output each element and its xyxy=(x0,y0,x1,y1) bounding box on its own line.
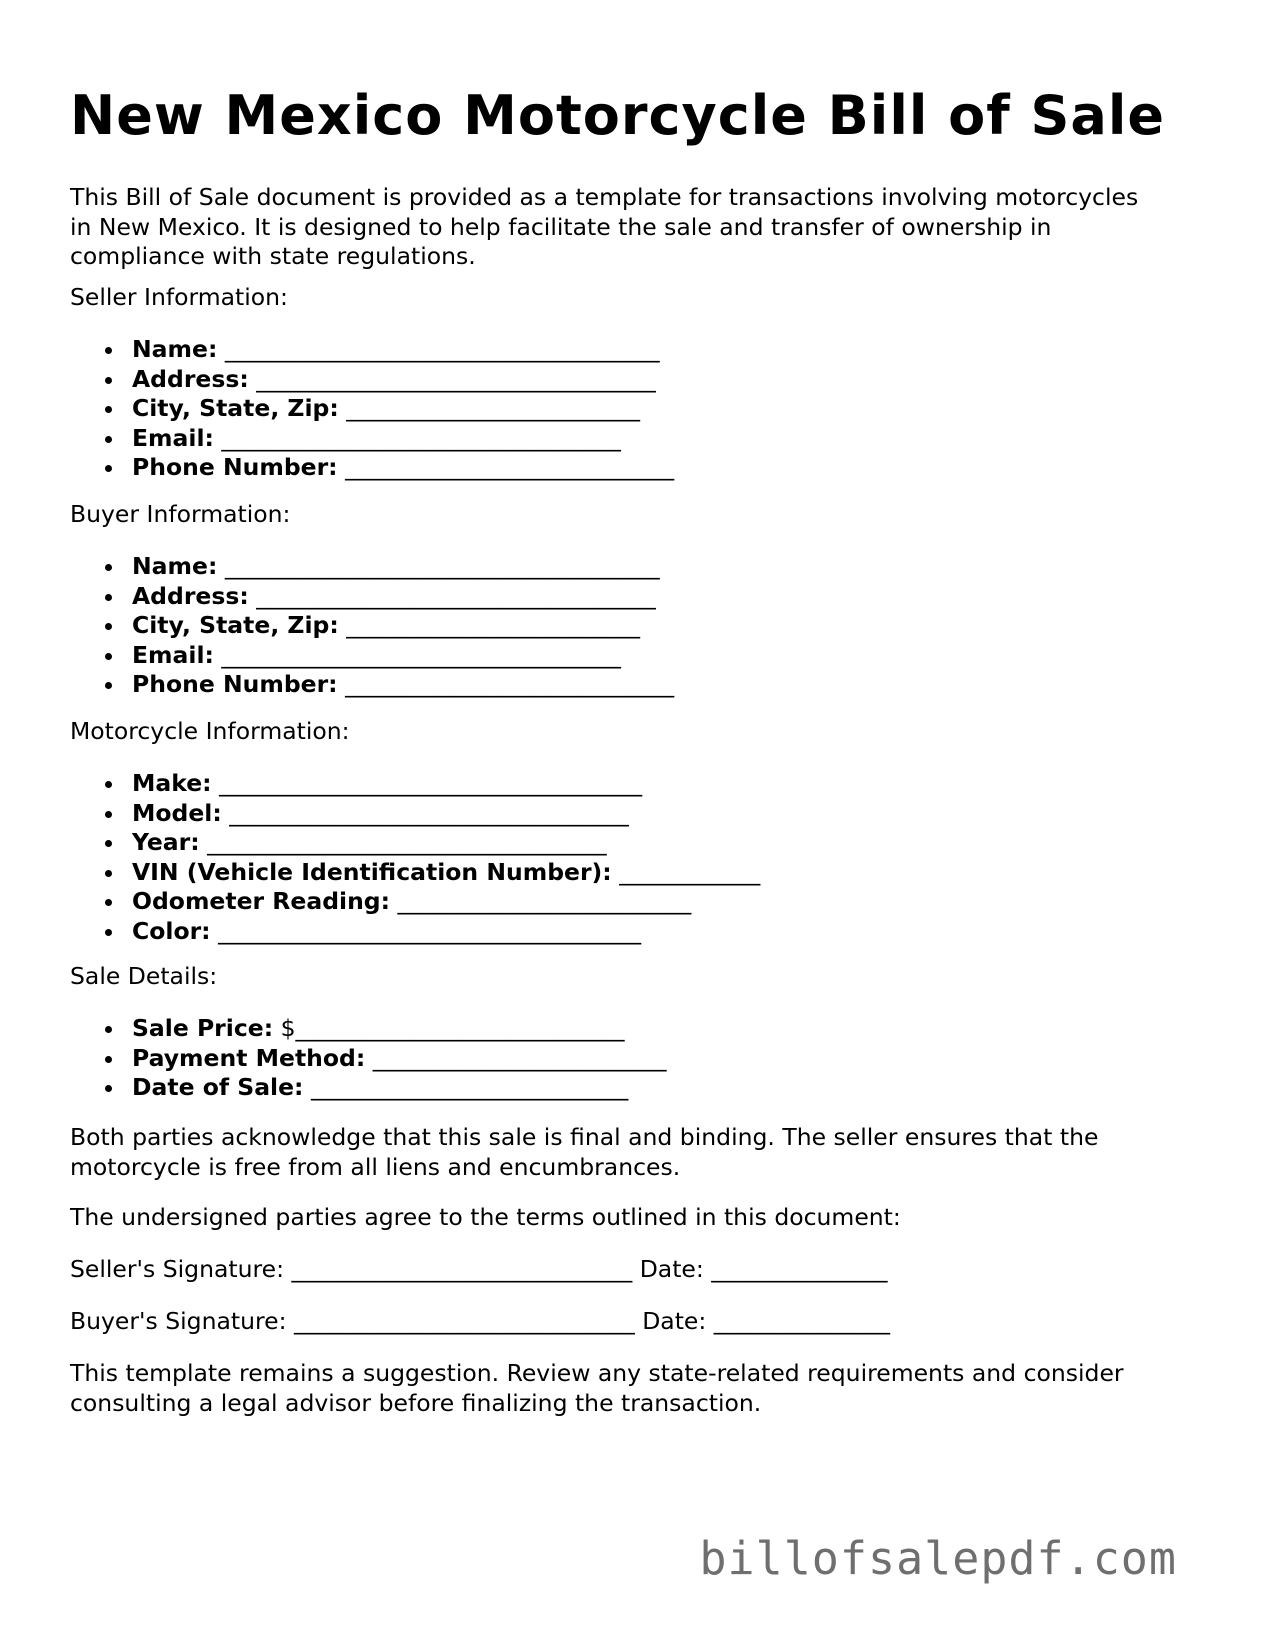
motorcycle-year-field[interactable]: Year: __________________________________ xyxy=(132,828,760,858)
motorcycle-fields xyxy=(70,769,760,946)
motorcycle-color-field[interactable]: Color: ____________________________________ xyxy=(132,917,760,947)
buyer-name-field[interactable]: Name: _____________________________________ xyxy=(132,552,674,582)
buyer-email-field[interactable]: Email: __________________________________ xyxy=(132,641,674,671)
motorcycle-model-field[interactable]: Model: __________________________________ xyxy=(132,799,760,829)
motorcycle-odometer-field[interactable]: Odometer Reading: _________________________ xyxy=(132,887,760,917)
seller-address-field[interactable]: Address: __________________________________ xyxy=(132,365,674,395)
sale-fields xyxy=(70,1014,667,1103)
buyer-heading: Buyer Information: xyxy=(70,500,291,528)
sale-heading: Sale Details: xyxy=(70,962,218,990)
seller-city-state-zip-field[interactable]: City, State, Zip: _________________________ xyxy=(132,394,674,424)
buyer-signature-line[interactable]: Buyer's Signature: _____________________________ Date: _______________ xyxy=(70,1307,890,1335)
seller-heading: Seller Information: xyxy=(70,283,288,311)
buyer-fields xyxy=(70,552,674,700)
sale-price-field[interactable]: Sale Price: $____________________________ xyxy=(132,1014,667,1044)
document-title: New Mexico Motorcycle Bill of Sale xyxy=(70,84,1165,147)
closing-paragraph: This template remains a suggestion. Review any state-related requirements and consider consulting a legal advisor before finalizing the transaction. xyxy=(70,1359,1124,1417)
buyer-phone-field[interactable]: Phone Number: ____________________________ xyxy=(132,670,675,698)
buyer-address-field[interactable]: Address: __________________________________ xyxy=(132,582,674,612)
seller-email-field[interactable]: Email: __________________________________ xyxy=(132,424,674,454)
acknowledgement-paragraph: Both parties acknowledge that this sale is final and binding. The seller ensures that the motorcycle is free from all liens and encumbrances. xyxy=(70,1123,1099,1181)
motorcycle-vin-field[interactable]: VIN (Vehicle Identification Number): ____________ xyxy=(132,857,761,886)
motorcycle-heading: Motorcycle Information: xyxy=(70,717,350,745)
motorcycle-make-field[interactable]: Make: ____________________________________ xyxy=(132,769,760,799)
seller-fields xyxy=(70,335,674,483)
seller-signature-line[interactable]: Seller's Signature: _____________________________ Date: _______________ xyxy=(70,1255,888,1283)
agreement-statement: The undersigned parties agree to the terms outlined in this document: xyxy=(70,1203,901,1231)
payment-method-field[interactable]: Payment Method: _________________________ xyxy=(132,1043,667,1072)
date-of-sale-field[interactable]: Date of Sale: ___________________________ xyxy=(132,1073,667,1103)
watermark: billofsalepdf.com xyxy=(699,1532,1177,1585)
seller-phone-field[interactable]: Phone Number: ____________________________ xyxy=(132,453,675,481)
buyer-city-state-zip-field[interactable]: City, State, Zip: _________________________ xyxy=(132,611,674,641)
intro-paragraph: This Bill of Sale document is provided as a template for transactions involving motorcycles in New Mexico. It is designed to help facilitate the sale and transfer of ownership in compliance with state regulations. xyxy=(70,183,1139,270)
seller-name-field[interactable]: Name: _____________________________________ xyxy=(132,335,674,365)
